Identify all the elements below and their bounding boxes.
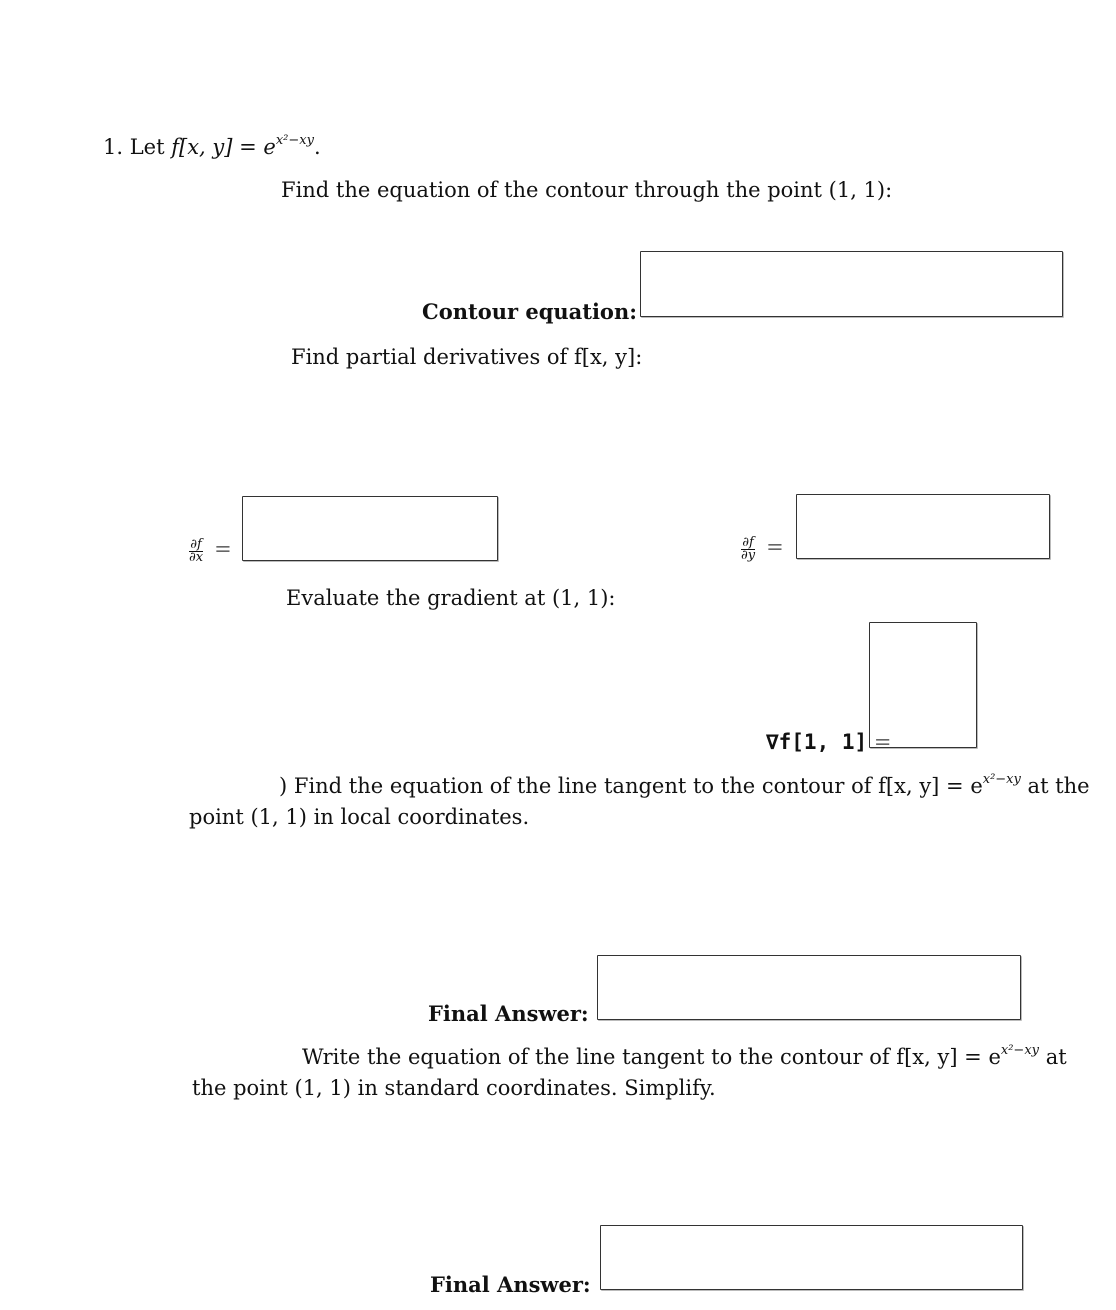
problem-statement [103, 134, 321, 160]
function-definition: f[x, y] = e [171, 135, 276, 159]
tangent-standard-prompt-line1 [302, 1044, 1067, 1070]
dfdx-equals: = [214, 537, 232, 561]
contour-prompt: Find the equation of the contour through the point (1, 1): [281, 178, 893, 202]
gradient-equals: = [873, 730, 892, 754]
dfdx-fraction [189, 539, 203, 564]
gradient-label: ∇f[1, 1] [766, 730, 868, 754]
tangent-standard-answer-input[interactable] [600, 1225, 1023, 1290]
problem-period: . [313, 135, 321, 159]
tangent-local-exponent: x²−xy [982, 772, 1021, 787]
tangent-standard-suffix: at [1039, 1045, 1067, 1069]
dfdy-fraction [741, 537, 755, 562]
partials-prompt: Find partial derivatives of f[x, y]: [291, 345, 643, 369]
tangent-local-final-label: Final Answer: [428, 1001, 589, 1026]
tangent-local-prefix: ) Find the equation of the line tangent to the contour of f[x, y] = e [279, 774, 983, 798]
contour-label: Contour equation: [422, 299, 637, 324]
tangent-standard-final-label: Final Answer: [430, 1272, 591, 1297]
let-word: Let [129, 135, 165, 159]
dfdy-denominator: ∂y [741, 548, 756, 563]
tangent-standard-exponent: x²−xy [1000, 1043, 1040, 1058]
dfdy-numerator: ∂f [742, 535, 754, 550]
dfdx-label [189, 536, 232, 564]
contour-answer-input[interactable] [640, 251, 1063, 317]
dfdy-equals: = [766, 535, 784, 559]
tangent-local-answer-input[interactable] [597, 955, 1021, 1020]
problem-number: 1. [103, 135, 124, 159]
gradient-label-wrap [766, 729, 891, 755]
tangent-standard-prefix: Write the equation of the line tangent to the contour of f[x, y] = e [302, 1045, 1001, 1069]
dfdy-label [741, 534, 784, 562]
gradient-prompt: Evaluate the gradient at (1, 1): [286, 586, 616, 610]
dfdy-answer-input[interactable] [796, 494, 1050, 559]
tangent-local-suffix: at the [1020, 774, 1090, 798]
tangent-local-prompt-line1 [279, 773, 1090, 799]
function-exponent: x²−xy [275, 133, 314, 148]
tangent-local-prompt-line2: point (1, 1) in local coordinates. [189, 805, 530, 829]
dfdx-answer-input[interactable] [242, 496, 498, 561]
dfdx-numerator: ∂f [190, 537, 202, 552]
tangent-standard-prompt-line2: the point (1, 1) in standard coordinates. Simplify. [192, 1076, 716, 1100]
dfdx-denominator: ∂x [189, 550, 204, 565]
